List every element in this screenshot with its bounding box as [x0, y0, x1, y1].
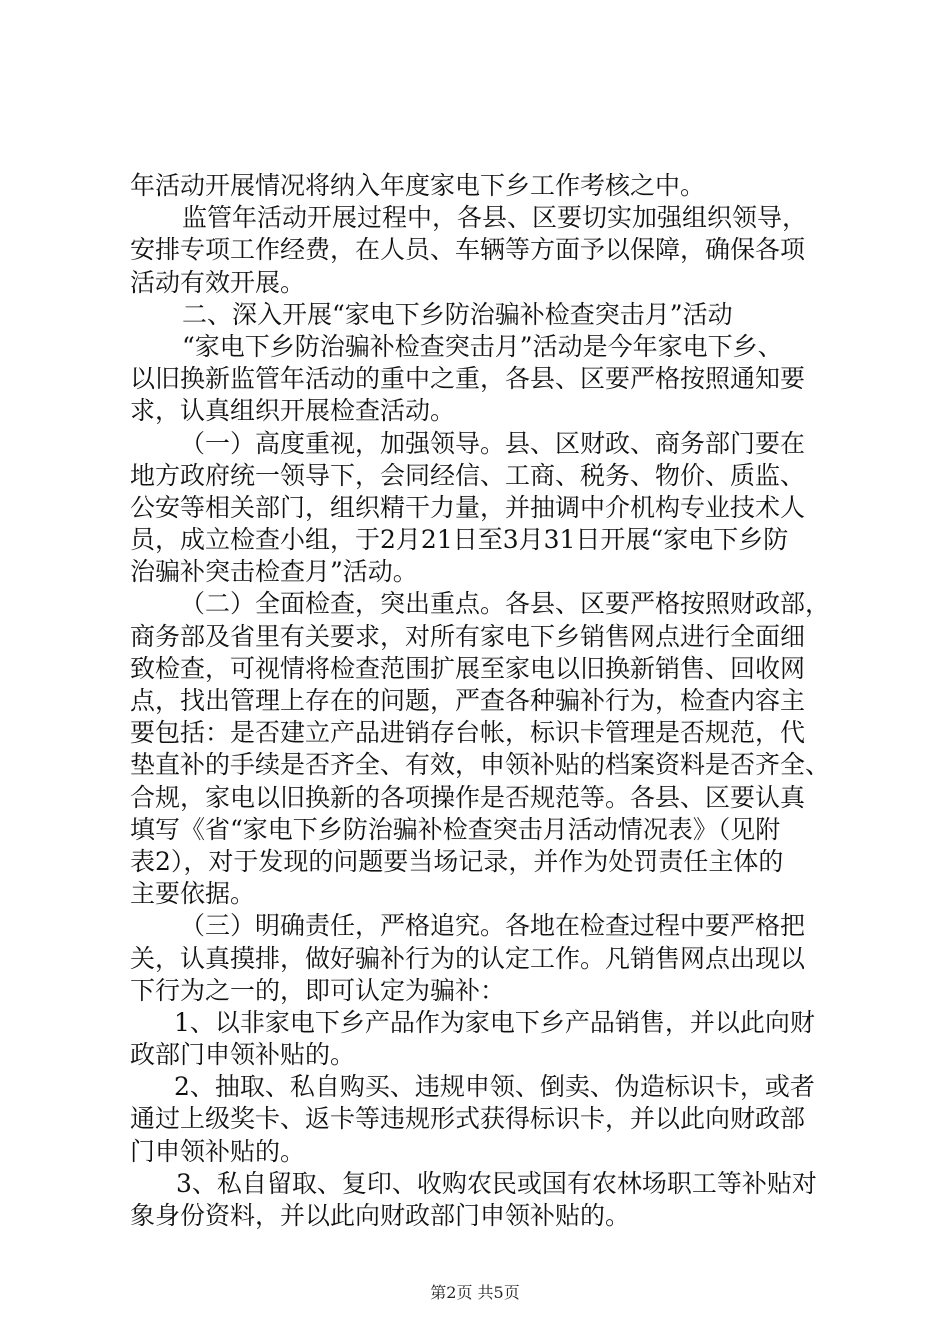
text-line: 合规，家电以旧换新的各项操作是否规范等。各县、区要认真 — [130, 782, 806, 812]
text-line: 填写《省“家电下乡防治骗补检查突击月活动情况表》（见附 — [130, 814, 781, 844]
text-line: 政部门申领补贴的。 — [130, 1040, 356, 1070]
page-footer: 第2页 共5页 — [430, 1283, 520, 1302]
section-heading: 二、深入开展“家电下乡防治骗补检查突击月”活动 — [182, 299, 733, 329]
text-line: 主要依据。 — [130, 879, 256, 909]
text-line: （一）高度重视，加强领导。县、区财政、商务部门要在 — [180, 428, 806, 458]
text-line: 象身份资料，并以此向财政部门申领补贴的。 — [130, 1201, 631, 1230]
document-body — [130, 170, 830, 1232]
text-line: 监管年活动开展过程中，各县、区要切实加强组织领导， — [182, 203, 808, 233]
text-line: 致检查，可视情将检查范围扩展至家电以旧换新销售、回收网 — [130, 653, 806, 683]
text-line: 要包括：是否建立产品进销存台帐，标识卡管理是否规范，代 — [130, 718, 806, 748]
text-line: 关，认真摸排，做好骗补行为的认定工作。凡销售网点出现以 — [130, 943, 806, 973]
text-line: 求，认真组织开展检查活动。 — [130, 396, 456, 426]
text-line: 门申领补贴的。 — [130, 1136, 306, 1166]
text-line: 地方政府统一领导下，会同经信、工商、税务、物价、质监、 — [130, 460, 806, 490]
text-line: 公安等相关部门，组织精干力量，并抽调中介机构专业技术人 — [130, 492, 806, 522]
list-item: 1、以非家电下乡产品作为家电下乡产品销售，并以此向财 — [174, 1007, 815, 1037]
text-line: 员，成立检查小组，于2月21日至3月31日开展“家电下乡防 — [130, 525, 789, 555]
text-line: 商务部及省里有关要求，对所有家电下乡销售网点进行全面细 — [130, 621, 806, 651]
text-line: “家电下乡防治骗补检查突击月”活动是今年家电下乡、 — [182, 331, 783, 361]
text-line: 垫直补的手续是否齐全、有效，申领补贴的档案资料是否齐全、 — [130, 750, 831, 780]
text-line: （二）全面检查，突出重点。各县、区要严格按照财政部， — [180, 589, 831, 619]
text-line: 下行为之一的，即可认定为骗补： — [130, 975, 506, 1005]
list-item: 2、抽取、私自购买、违规申领、倒卖、伪造标识卡，或者 — [174, 1072, 815, 1102]
text-line: 活动有效开展。 — [130, 267, 306, 297]
text-line: （三）明确责任，严格追究。各地在检查过程中要严格把 — [180, 911, 806, 941]
text-line: 安排专项工作经费，在人员、车辆等方面予以保障，确保各项 — [130, 235, 806, 265]
text-line: 治骗补突击检查月”活动。 — [130, 557, 418, 587]
text-line: 以旧换新监管年活动的重中之重，各县、区要严格按照通知要 — [130, 364, 806, 394]
text-line: 点，找出管理上存在的问题，严查各种骗补行为，检查内容主 — [130, 686, 806, 715]
text-line: 年活动开展情况将纳入年度家电下乡工作考核之中。 — [130, 171, 706, 200]
text-line: 通过上级奖卡、返卡等违规形式获得标识卡，并以此向财政部 — [130, 1104, 806, 1134]
text-line: 表2），对于发现的问题要当场记录，并作为处罚责任主体的 — [130, 846, 784, 876]
list-item: 3、私自留取、复印、收购农民或国有农林场职工等补贴对 — [176, 1168, 817, 1198]
